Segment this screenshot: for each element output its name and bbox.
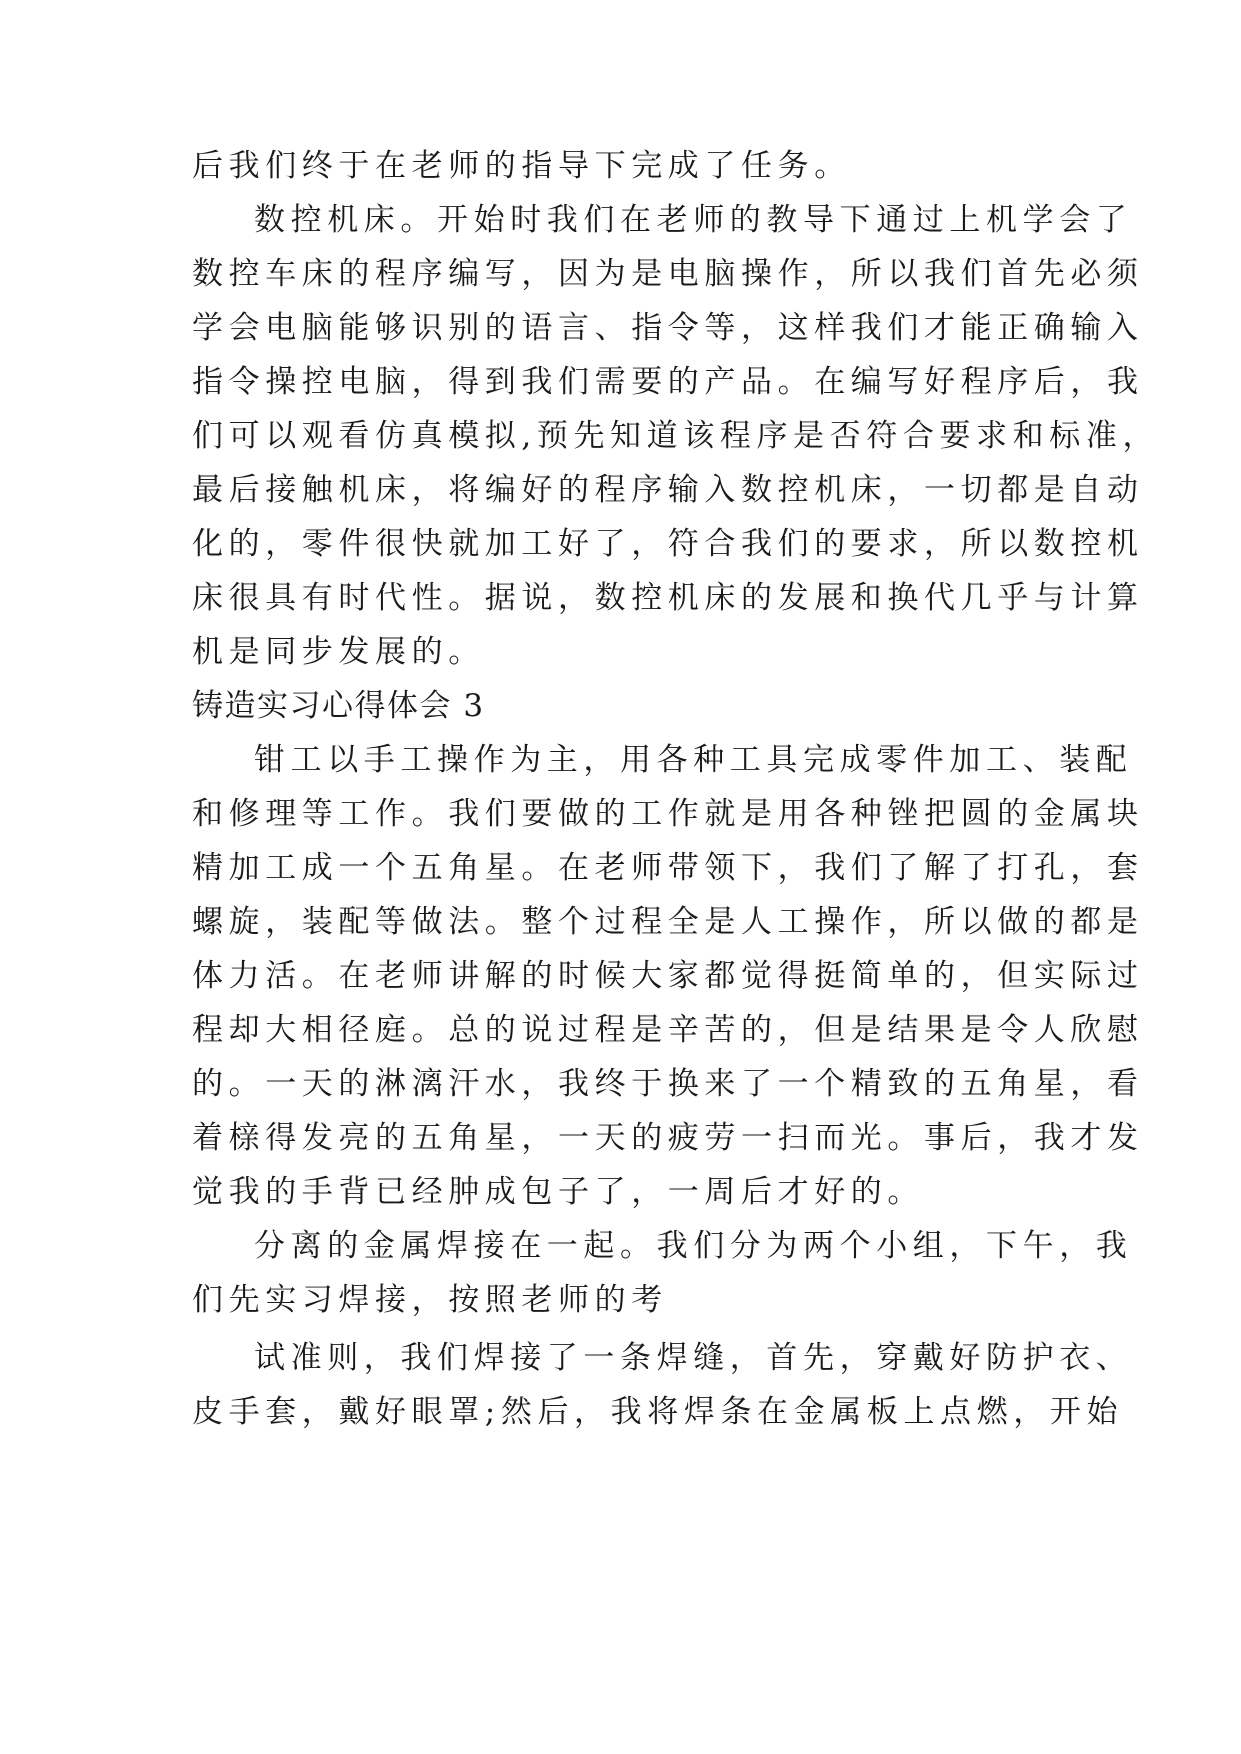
text-line: 数控机床。开始时我们在老师的教导下通过上机学会了 <box>254 202 1133 238</box>
text-line: 皮手套，戴好眼罩;然后，我将焊条在金属板上点燃，开始 <box>192 1394 1124 1430</box>
text-line: 和修理等工作。我们要做的工作就是用各种锉把圆的金属块 <box>192 796 1144 832</box>
text-line: 着榇得发亮的五角星，一天的疲劳一扫而光。事后，我才发 <box>192 1120 1144 1156</box>
text-line: 们先实习焊接，按照老师的考 <box>192 1282 668 1318</box>
text-line: 程却大相径庭。总的说过程是辛苦的，但是结果是令人欣慰 <box>192 1012 1144 1048</box>
text-line: 床很具有时代性。据说，数控机床的发展和换代几乎与计算 <box>192 580 1144 616</box>
text-line: 试准则，我们焊接了一条焊缝，首先，穿戴好防护衣、 <box>254 1340 1133 1376</box>
text-line: 精加工成一个五角星。在老师带领下，我们了解了打孔，套 <box>192 850 1144 886</box>
text-line: 化的，零件很快就加工好了，符合我们的要求，所以数控机 <box>192 526 1144 562</box>
text-line: 体力活。在老师讲解的时候大家都觉得挺简单的，但实际过 <box>192 958 1144 994</box>
text-line: 学会电脑能够识别的语言、指令等，这样我们才能正确输入 <box>192 310 1144 346</box>
section-heading: 铸造实习心得体会 3 <box>192 688 485 724</box>
text-line: 的。一天的淋漓汗水，我终于换来了一个精致的五角星，看 <box>192 1066 1144 1102</box>
text-line: 指令操控电脑，得到我们需要的产品。在编写好程序后，我 <box>192 364 1144 400</box>
text-line: 分离的金属焊接在一起。我们分为两个小组，下午，我 <box>254 1228 1133 1264</box>
text-line: 最后接触机床，将编好的程序输入数控机床，一切都是自动 <box>192 472 1144 508</box>
text-line: 们可以观看仿真模拟,预先知道该程序是否符合要求和标准， <box>192 418 1160 454</box>
text-line: 觉我的手背已经肿成包子了，一周后才好的。 <box>192 1174 924 1210</box>
text-line: 数控车床的程序编写，因为是电脑操作，所以我们首先必须 <box>192 256 1144 292</box>
text-line: 螺旋，装配等做法。整个过程全是人工操作，所以做的都是 <box>192 904 1144 940</box>
text-line: 机是同步发展的。 <box>192 634 485 670</box>
text-line: 后我们终于在老师的指导下完成了任务。 <box>192 148 851 184</box>
text-line: 钳工以手工操作为主，用各种工具完成零件加工、装配 <box>254 742 1133 778</box>
